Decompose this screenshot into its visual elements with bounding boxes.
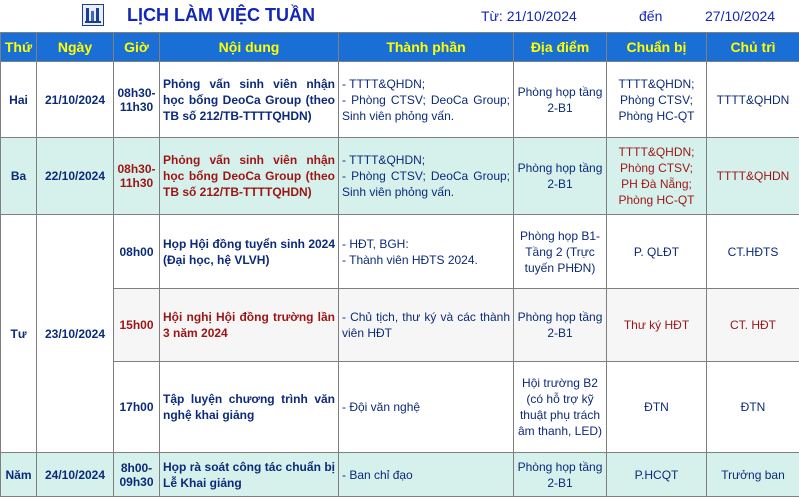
col-gio: Giờ	[114, 33, 160, 62]
cell-chu-tri: ĐTN	[707, 362, 799, 453]
chuan-bi-line: Phòng CTSV;	[620, 161, 693, 175]
col-thanh-phan: Thành phần	[339, 33, 514, 62]
cell-noi-dung: Họp rà soát công tác chuẩn bị Lễ Khai giảng	[160, 453, 339, 497]
cell-ngay: 23/10/2024	[37, 215, 114, 453]
cell-thanh-phan	[339, 215, 514, 289]
cell-noi-dung: Họp Hội đồng tuyển sinh 2024 (Đại học, hệ VLVH)	[160, 215, 339, 289]
cell-noi-dung: Tập luyện chương trình văn nghệ khai giảng	[160, 362, 339, 453]
thanh-phan-line: - Đội văn nghệ	[342, 400, 421, 414]
cell-thanh-phan	[339, 453, 514, 497]
chuan-bi-line: TTTT&QHDN;	[618, 76, 695, 91]
cell-ngay: 22/10/2024	[37, 138, 114, 215]
thanh-phan-line: - Chủ tịch, thư ký và các thành viên HĐT	[342, 310, 510, 340]
table-row	[1, 362, 799, 453]
thanh-phan-line: - Thành viên HĐTS 2024.	[342, 252, 478, 267]
col-thu: Thứ	[1, 33, 37, 62]
cell-chuan-bi	[607, 62, 707, 138]
cell-chu-tri: CT.HĐTS	[707, 215, 799, 289]
cell-noi-dung: Phỏng vấn sinh viên nhận học bổng DeoCa Group (theo TB số 212/TB-TTTTQHDN)	[160, 62, 339, 138]
cell-chuan-bi	[607, 138, 707, 215]
cell-dia-diem: Phòng họp tầng 2-B1	[514, 289, 607, 362]
table-row	[1, 62, 799, 138]
thanh-phan-line: - TTTT&QHDN;	[342, 153, 426, 167]
cell-thu: Ba	[1, 138, 37, 215]
date-to-label: đến	[639, 8, 663, 24]
chuan-bi-line: TTTT&QHDN;	[618, 145, 695, 159]
school-logo-icon	[82, 4, 104, 26]
table-row	[1, 138, 799, 215]
thanh-phan-line: - Ban chỉ đạo	[342, 467, 413, 482]
cell-chuan-bi	[607, 289, 707, 362]
chuan-bi-line: PH Đà Nẵng;	[621, 177, 692, 191]
col-dia-diem: Địa điểm	[514, 33, 607, 62]
col-ngay: Ngày	[37, 33, 114, 62]
header-row	[1, 33, 799, 62]
chuan-bi-line: Phòng HC-QT	[618, 193, 695, 207]
cell-chu-tri: TTTT&QHDN	[707, 138, 799, 215]
cell-thu: Tư	[1, 215, 37, 453]
chuan-bi-line: P. QLĐT	[633, 244, 680, 259]
schedule-table	[0, 32, 799, 497]
chuan-bi-line: Thư ký HĐT	[623, 318, 690, 332]
date-from: Từ: 21/10/2024	[481, 8, 577, 24]
cell-gio: 17h00	[114, 362, 160, 453]
chuan-bi-line: Phòng CTSV;	[620, 92, 693, 107]
cell-gio: 08h00	[114, 215, 160, 289]
cell-noi-dung: Phỏng vấn sinh viên nhận học bổng DeoCa Group (theo TB số 212/TB-TTTTQHDN)	[160, 138, 339, 215]
cell-gio: 8h00-09h30	[114, 453, 160, 497]
page-title: LỊCH LÀM VIỆC TUẦN	[127, 5, 315, 25]
col-chuan-bi: Chuẩn bị	[607, 33, 707, 62]
cell-gio: 08h30-11h30	[114, 138, 160, 215]
cell-chu-tri: TTTT&QHDN	[707, 62, 799, 138]
cell-thu: Năm	[1, 453, 37, 497]
cell-thanh-phan	[339, 289, 514, 362]
chuan-bi-line: ĐTN	[644, 400, 669, 414]
cell-thu: Hai	[1, 62, 37, 138]
chuan-bi-line: P.HCQT	[634, 467, 679, 482]
cell-ngay: 21/10/2024	[37, 62, 114, 138]
cell-dia-diem: Hội trường B2 (có hỗ trợ kỹ thuật phụ trách âm thanh, LED)	[514, 362, 607, 453]
cell-chu-tri: Trưởng ban	[707, 453, 799, 497]
cell-chu-tri: CT. HĐT	[707, 289, 799, 362]
table-row	[1, 453, 799, 497]
cell-gio: 15h00	[114, 289, 160, 362]
date-to: 27/10/2024	[705, 8, 776, 24]
title-bar	[0, 0, 799, 32]
cell-chuan-bi	[607, 362, 707, 453]
thanh-phan-line: - Phòng CTSV; DeoCa Group; Sinh viên phỏng vấn.	[342, 169, 510, 199]
cell-gio: 08h30-11h30	[114, 62, 160, 138]
thanh-phan-line: - TTTT&QHDN;	[342, 76, 426, 91]
chuan-bi-line: Phòng HC-QT	[618, 108, 695, 123]
col-noi-dung: Nội dung	[160, 33, 339, 62]
col-chu-tri: Chủ trì	[707, 33, 799, 62]
cell-dia-diem: Phòng họp B1- Tầng 2 (Trực tuyến PHĐN)	[514, 215, 607, 289]
table-row	[1, 289, 799, 362]
cell-noi-dung: Hội nghị Hội đồng trường lần 3 năm 2024	[160, 289, 339, 362]
cell-thanh-phan	[339, 362, 514, 453]
table-row	[1, 215, 799, 289]
cell-chuan-bi	[607, 215, 707, 289]
cell-thanh-phan	[339, 138, 514, 215]
thanh-phan-line: - Phòng CTSV; DeoCa Group; Sinh viên phỏng vấn.	[342, 92, 510, 123]
cell-dia-diem: Phòng họp tầng 2-B1	[514, 453, 607, 497]
cell-chuan-bi	[607, 453, 707, 497]
cell-ngay: 24/10/2024	[37, 453, 114, 497]
cell-dia-diem: Phòng họp tầng 2-B1	[514, 138, 607, 215]
thanh-phan-line: - HĐT, BGH:	[342, 236, 409, 251]
cell-thanh-phan	[339, 62, 514, 138]
cell-dia-diem: Phòng họp tầng 2-B1	[514, 62, 607, 138]
